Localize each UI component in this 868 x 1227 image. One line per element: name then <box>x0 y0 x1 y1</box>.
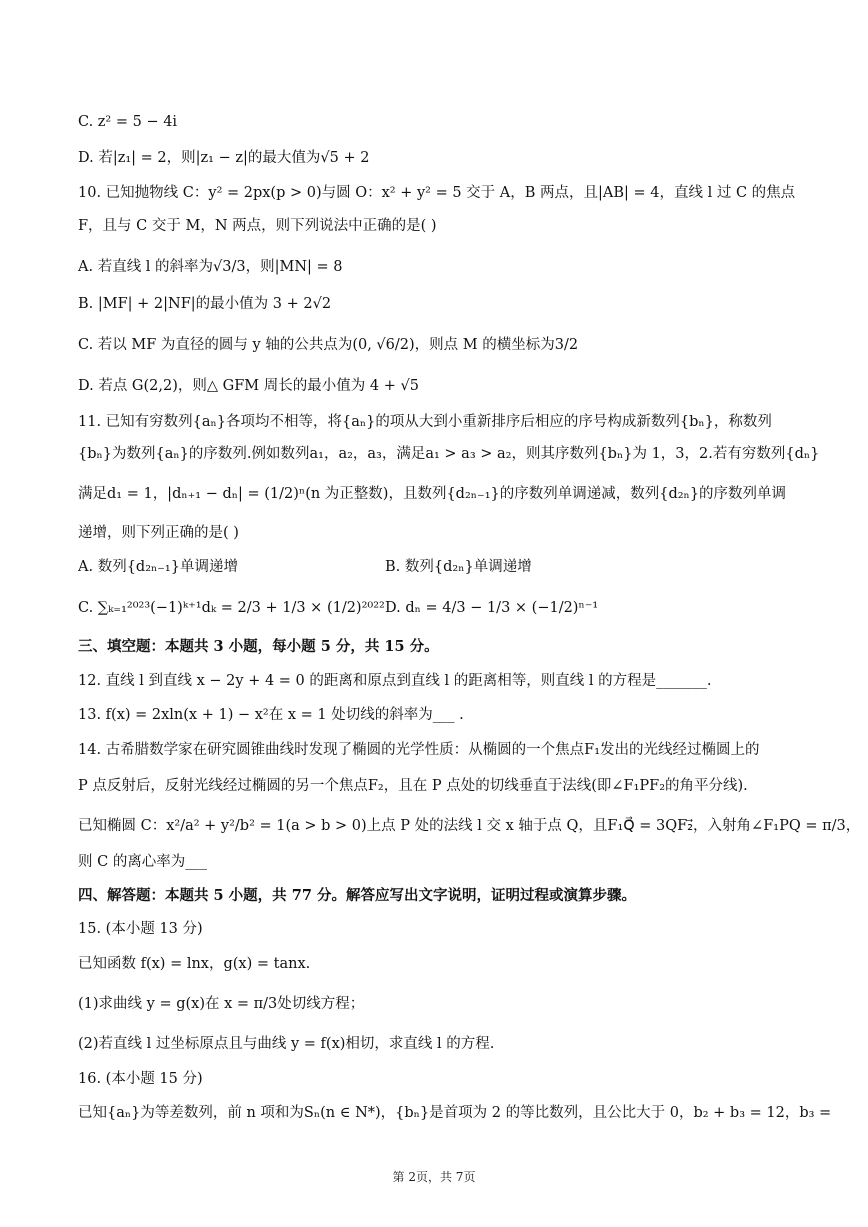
option-11c: C. ∑ₖ₌₁²⁰²³(−1)ᵏ⁺¹dₖ = 2/3 + 1/3 × (1/2)²⁰²² <box>78 600 385 616</box>
question-14-line-4: 则 C 的离心率为___ <box>78 854 208 870</box>
question-16-stem: 已知{aₙ}为等差数列，前 n 项和为Sₙ(n ∈ N*)，{bₙ}是首项为 2 的等比数列，且公比大于 0，b₂ + b₃ = 12，b₃ = <box>78 1105 832 1121</box>
option-11d: D. dₙ = 4/3 − 1/3 × (−1/2)ⁿ⁻¹ <box>385 600 599 616</box>
question-12: 12. 直线 l 到直线 x − 2y + 4 = 0 的距离和原点到直线 l 的距离相等，则直线 l 的方程是_______. <box>78 673 712 689</box>
question-16-heading: 16. (本小题 15 分) <box>78 1071 203 1087</box>
question-11-line-2: {bₙ}为数列{aₙ}的序数列.例如数列a₁，a₂，a₃，满足a₁ > a₃ > a₂，则其序数列{bₙ}为 1，3，2.若有穷数列{dₙ} <box>78 446 820 462</box>
option-10d: D. 若点 G(2,2)，则△ GFM 周长的最小值为 4 + √5 <box>78 378 419 394</box>
option-10a: A. 若直线 l 的斜率为√3/3，则|MN| = 8 <box>78 259 343 275</box>
option-10b: B. |MF| + 2|NF|的最小值为 3 + 2√2 <box>78 296 332 312</box>
question-15-part-2: (2)若直线 l 过坐标原点且与曲线 y = f(x)相切，求直线 l 的方程. <box>78 1036 495 1052</box>
question-14-line-3: 已知椭圆 C：x²/a² + y²/b² = 1(a > b > 0)上点 P 处的法线 l 交 x 轴于点 Q，且F₁Q⃗ = 3QF₂⃗，入射角∠F₁PQ = π/3， <box>78 818 861 834</box>
option-9c: C. z² = 5 − 4i <box>78 114 178 130</box>
question-11-line-4: 递增，则下列正确的是( ) <box>78 525 239 541</box>
question-15-stem: 已知函数 f(x) = lnx，g(x) = tanx. <box>78 956 311 972</box>
option-9d: D. 若|z₁| = 2，则|z₁ − z|的最大值为√5 + 2 <box>78 150 370 166</box>
question-10-line-1: 10. 已知抛物线 C：y² = 2px(p > 0)与圆 O：x² + y² = 5 交于 A，B 两点，且|AB| = 4，直线 l 过 C 的焦点 <box>78 185 796 201</box>
option-10c: C. 若以 MF 为直径的圆与 y 轴的公共点为(0, √6/2)，则点 M 的横坐标为3/2 <box>78 337 579 353</box>
question-15-part-1: (1)求曲线 y = g(x)在 x = π/3处切线方程； <box>78 996 365 1012</box>
question-10-line-2: F，且与 C 交于 M，N 两点，则下列说法中正确的是( ) <box>78 218 437 234</box>
question-14-line-1: 14. 古希腊数学家在研究圆锥曲线时发现了椭圆的光学性质：从椭圆的一个焦点F₁发出的光线经过椭圆上的 <box>78 742 760 758</box>
page-footer: 第 2页，共 7页 <box>392 1170 476 1184</box>
section-3-heading: 三、填空题：本题共 3 小题，每小题 5 分，共 15 分。 <box>78 638 439 655</box>
question-13: 13. f(x) = 2xln(x + 1) − x²在 x = 1 处切线的斜率为___ . <box>78 707 464 723</box>
question-15-heading: 15. (本小题 13 分) <box>78 921 203 937</box>
section-4-heading: 四、解答题：本题共 5 小题，共 77 分。解答应写出文字说明，证明过程或演算步骤。 <box>78 887 636 904</box>
question-11-line-1: 11. 已知有穷数列{aₙ}各项均不相等，将{aₙ}的项从大到小重新排序后相应的序号构成新数列{bₙ}，称数列 <box>78 414 772 430</box>
question-11-line-3: 满足d₁ = 1，|dₙ₊₁ − dₙ| = (1/2)ⁿ(n 为正整数)，且数列{d₂ₙ₋₁}的序数列单调递减，数列{d₂ₙ}的序数列单调 <box>78 486 787 502</box>
option-11b: B. 数列{d₂ₙ}单调递增 <box>385 559 532 575</box>
question-14-line-2: P 点反射后，反射光线经过椭圆的另一个焦点F₂，且在 P 点处的切线垂直于法线(即∠F₁PF₂的角平分线). <box>78 778 748 794</box>
option-11a: A. 数列{d₂ₙ₋₁}单调递增 <box>78 559 238 575</box>
